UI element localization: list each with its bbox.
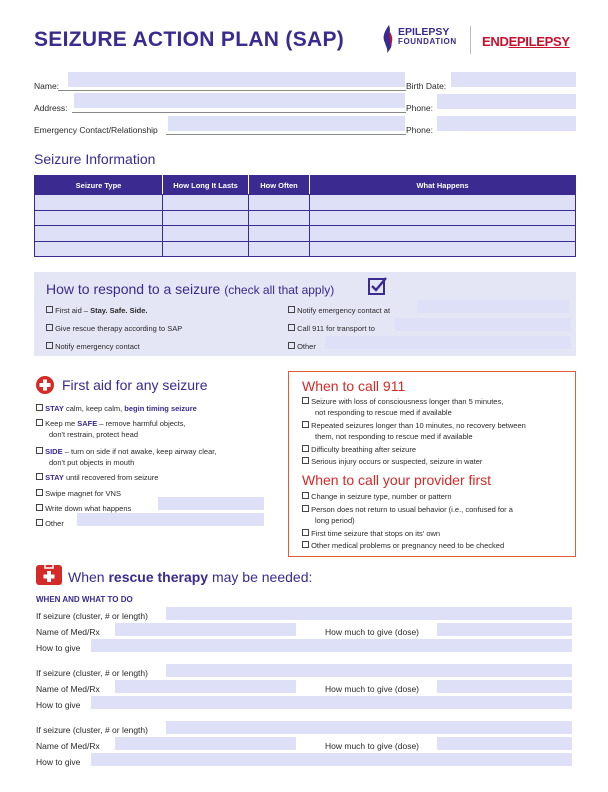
col-how-often: How Often: [249, 176, 310, 195]
first-aid-item-cont: don't put objects in mouth: [49, 458, 135, 467]
table-cell[interactable]: [310, 210, 576, 226]
table-cell[interactable]: [249, 195, 310, 211]
checkbox-icon[interactable]: [288, 306, 295, 313]
dose-label: How much to give (dose): [325, 684, 420, 694]
when-what-heading: WHEN AND WHAT TO DO: [36, 595, 133, 604]
checkbox-icon[interactable]: [302, 529, 309, 536]
emergency-contact-field[interactable]: [168, 116, 405, 131]
how-to-give-label: How to give: [36, 700, 81, 710]
table-cell[interactable]: [163, 241, 249, 257]
write-down-field[interactable]: [158, 497, 264, 510]
respond-notify-at[interactable]: Notify emergency contact at: [288, 306, 390, 315]
transport-to-field[interactable]: [395, 318, 571, 331]
checkbox-icon[interactable]: [302, 541, 309, 548]
phone2-label: Phone:: [406, 125, 433, 135]
respond-notify-contact[interactable]: Notify emergency contact: [46, 342, 140, 351]
name-field[interactable]: [68, 72, 405, 87]
dose-field[interactable]: [437, 623, 572, 636]
call-911-item[interactable]: Difficulty breathing after seizure: [302, 445, 416, 454]
checkbox-icon[interactable]: [36, 419, 43, 426]
checkbox-icon[interactable]: [302, 397, 309, 404]
phone-field[interactable]: [437, 94, 576, 109]
med-name-label: Name of Med/Rx: [36, 741, 100, 751]
logo-divider: [470, 26, 471, 54]
address-line: [72, 112, 406, 113]
table-row: [35, 210, 576, 226]
call-911-heading: When to call 911: [302, 378, 406, 394]
table-cell[interactable]: [249, 226, 310, 242]
call-911-item-cont: not responding to rescue med if available: [315, 408, 452, 417]
first-aid-item[interactable]: Other: [36, 519, 64, 528]
checkbox-icon[interactable]: [302, 492, 309, 499]
epilepsy-foundation-logo: EPILEPSY FOUNDATION: [398, 26, 457, 46]
name-label: Name:: [34, 81, 60, 91]
if-seizure-field[interactable]: [166, 721, 572, 734]
table-row: [35, 241, 576, 257]
address-label: Address:: [34, 103, 68, 113]
dose-label: How much to give (dose): [325, 741, 420, 751]
checkbox-icon[interactable]: [302, 421, 309, 428]
dose-label: How much to give (dose): [325, 627, 420, 637]
med-name-field[interactable]: [115, 623, 296, 636]
dose-field[interactable]: [437, 737, 572, 750]
provider-item[interactable]: First time seizure that stops on its' own: [302, 529, 440, 538]
if-seizure-label: If seizure (cluster, # or length): [36, 611, 148, 621]
checkbox-icon[interactable]: [302, 505, 309, 512]
if-seizure-label: If seizure (cluster, # or length): [36, 725, 148, 735]
notify-at-field[interactable]: [417, 300, 569, 313]
epilepsy-foundation-logo-icon: [380, 24, 398, 54]
phone-label: Phone:: [406, 103, 433, 113]
birth-date-field[interactable]: [451, 72, 576, 87]
checkbox-icon[interactable]: [36, 504, 43, 511]
table-cell[interactable]: [163, 226, 249, 242]
if-seizure-label: If seizure (cluster, # or length): [36, 668, 148, 678]
first-aid-other-field[interactable]: [77, 513, 264, 526]
rescue-heading: When rescue therapy may be needed:: [68, 569, 313, 585]
checkbox-icon[interactable]: [36, 519, 43, 526]
seizure-info-heading: Seizure Information: [34, 151, 156, 167]
respond-rescue-therapy[interactable]: Give rescue therapy according to SAP: [46, 324, 182, 333]
checkbox-icon[interactable]: [46, 324, 53, 331]
emergency-phone-field[interactable]: [437, 116, 576, 131]
how-to-give-field[interactable]: [91, 639, 572, 652]
how-to-give-label: How to give: [36, 757, 81, 767]
emergency-contact-label: Emergency Contact/Relationship: [34, 125, 158, 135]
first-aid-cross-icon: [36, 376, 54, 394]
seizure-info-table: [34, 175, 576, 257]
table-cell[interactable]: [310, 226, 576, 242]
table-row: [35, 195, 576, 211]
col-how-long: How Long It Lasts: [163, 176, 249, 195]
checkbox-icon[interactable]: [288, 342, 295, 349]
checkbox-icon[interactable]: [36, 489, 43, 496]
checkbox-icon[interactable]: [46, 342, 53, 349]
med-name-field[interactable]: [115, 737, 296, 750]
checkbox-icon[interactable]: [36, 447, 43, 454]
checkbox-icon[interactable]: [302, 445, 309, 452]
table-cell[interactable]: [163, 195, 249, 211]
respond-first-aid[interactable]: First aid – Stay. Safe. Side.: [46, 306, 148, 315]
call-911-item[interactable]: Repeated seizures longer than 10 minutes, no recovery between: [302, 421, 526, 430]
table-cell[interactable]: [310, 195, 576, 211]
name-line: [58, 90, 406, 91]
first-aid-item-cont: don't restrain, protect head: [49, 430, 138, 439]
provider-item[interactable]: Change in seizure type, number or pattern: [302, 492, 452, 501]
call-911-item-cont: them, not responding to rescue med if available: [315, 432, 473, 441]
if-seizure-field[interactable]: [166, 664, 572, 677]
if-seizure-field[interactable]: [166, 607, 572, 620]
call-911-item[interactable]: Seizure with loss of consciousness longer than 5 minutes,: [302, 397, 503, 406]
how-to-give-field[interactable]: [91, 753, 572, 766]
provider-heading: When to call your provider first: [302, 472, 492, 488]
checkbox-icon[interactable]: [46, 306, 53, 313]
table-cell[interactable]: [35, 226, 163, 242]
table-cell[interactable]: [249, 241, 310, 257]
respond-heading: How to respond to a seizure (check all that apply): [46, 281, 335, 297]
dose-field[interactable]: [437, 680, 572, 693]
emergency-line: [166, 134, 406, 135]
table-cell[interactable]: [163, 210, 249, 226]
call-911-item[interactable]: Serious injury occurs or suspected, seizure in water: [302, 457, 482, 466]
address-field[interactable]: [74, 93, 405, 108]
first-aid-heading: First aid for any seizure: [62, 377, 208, 393]
first-aid-item[interactable]: SIDE – turn on side if not awake, keep airway clear,: [36, 447, 216, 456]
table-row: [35, 226, 576, 242]
table-cell[interactable]: [35, 241, 163, 257]
provider-item[interactable]: Other medical problems or pregnancy need to be checked: [302, 541, 504, 550]
med-name-field[interactable]: [115, 680, 296, 693]
checkbox-icon[interactable]: [302, 457, 309, 464]
first-aid-item[interactable]: STAY calm, keep calm, begin timing seizure: [36, 404, 197, 413]
checkbox-icon[interactable]: [36, 473, 43, 480]
provider-item-cont: long period): [315, 516, 355, 525]
table-cell[interactable]: [35, 210, 163, 226]
respond-call-911[interactable]: Call 911 for transport to: [288, 324, 375, 333]
med-name-label: Name of Med/Rx: [36, 627, 100, 637]
table-cell[interactable]: [249, 210, 310, 226]
end-epilepsy-logo: ENDEPILEPSY: [482, 34, 570, 49]
first-aid-item[interactable]: Write down what happens: [36, 504, 131, 513]
medical-kit-icon: [36, 565, 62, 585]
provider-item[interactable]: Person does not return to usual behavior (i.e., confused for a: [302, 505, 513, 514]
respond-other[interactable]: Other: [288, 342, 316, 351]
col-seizure-type: Seizure Type: [35, 176, 163, 195]
how-to-give-field[interactable]: [91, 696, 572, 709]
col-what-happens: What Happens: [310, 176, 576, 195]
first-aid-item[interactable]: Swipe magnet for VNS: [36, 489, 121, 498]
first-aid-item[interactable]: Keep me SAFE – remove harmful objects,: [36, 419, 186, 428]
checkbox-icon[interactable]: [36, 404, 43, 411]
respond-other-field[interactable]: [325, 336, 571, 349]
table-cell[interactable]: [310, 241, 576, 257]
med-name-label: Name of Med/Rx: [36, 684, 100, 694]
page-title: SEIZURE ACTION PLAN (SAP): [34, 28, 345, 51]
checkbox-icon[interactable]: [288, 324, 295, 331]
birth-date-label: Birth Date:: [406, 81, 447, 91]
table-cell[interactable]: [35, 195, 163, 211]
checkbox-checked-icon: [368, 276, 388, 296]
how-to-give-label: How to give: [36, 643, 81, 653]
first-aid-item[interactable]: STAY until recovered from seizure: [36, 473, 158, 482]
